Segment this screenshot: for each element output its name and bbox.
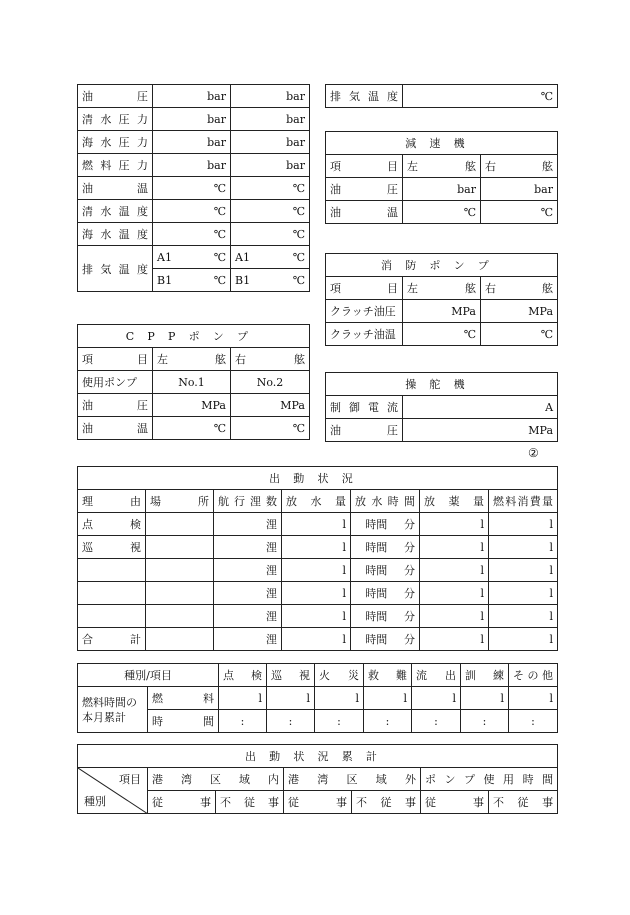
water-cell[interactable]: l [282,582,351,605]
row-label: クラッチ油圧 [326,300,403,323]
reducer-row [326,201,558,224]
fuel-value[interactable]: l [364,687,412,710]
fuel-label: 燃料 [148,687,219,710]
value-port[interactable]: MPa [153,394,231,417]
time-value[interactable]: : [364,710,412,733]
cumulative-corner [78,768,148,814]
gauge-value-port[interactable]: bar [153,131,231,154]
gauge-label: 清水温度 [78,200,153,223]
row-label: 油温 [326,201,403,224]
engine-row [78,131,310,154]
engine-row [78,177,310,200]
value-port[interactable]: ℃ [153,417,231,440]
place-cell[interactable] [146,559,214,582]
reducer-row [326,178,558,201]
value-starboard[interactable]: bar [481,178,558,201]
dispatch-col-header: 理由 [78,490,146,513]
exhaust-b1-port[interactable]: B1 ℃ [153,269,231,292]
time-value[interactable]: : [412,710,461,733]
cpp-header-item: 項目 [78,348,153,371]
fire_pump-row [326,323,558,346]
dispatch-col-header: 放水量 [282,490,351,513]
table-row [78,559,558,582]
fuel-cell[interactable]: l [489,605,558,628]
table-row [78,536,558,559]
table-row [78,605,558,628]
exhaust-temp-label: 排気温度 [326,85,403,108]
fire-pump-header-port: 左舷 [403,277,481,300]
monthly-table [77,663,558,733]
row-label: 油圧 [326,419,403,442]
value-starboard[interactable]: ℃ [481,201,558,224]
place-cell[interactable] [146,628,214,651]
gauge-value-starboard[interactable]: bar [231,154,310,177]
agent-cell[interactable]: l [420,582,489,605]
agent-cell[interactable]: l [420,628,489,651]
exhaust-b1-starboard[interactable]: B1 ℃ [231,269,310,292]
gauge-value-starboard[interactable]: ℃ [231,200,310,223]
row-label: 油温 [78,417,153,440]
gauge-value-port[interactable]: ℃ [153,177,231,200]
cpp-pump-no1[interactable]: No.1 [153,371,231,394]
value-starboard[interactable]: MPa [231,394,310,417]
cumulative-sub-header: 不従事 [352,791,421,814]
value[interactable]: MPa [403,419,558,442]
cpp-pump-table [77,324,310,440]
value-port[interactable]: ℃ [403,323,481,346]
fuel-cell[interactable]: l [489,582,558,605]
cpp-row [78,417,310,440]
monthly-label: 燃料時間の本月累計 [78,687,148,733]
mile-cell[interactable]: 浬 [214,513,282,536]
cpp-pump-label: 使用ポンプ [78,371,153,394]
row-label: 油圧 [78,394,153,417]
type-col-header: 点検 [219,664,267,687]
place-cell[interactable] [146,605,214,628]
water-time-cell[interactable]: 時間 分 [351,628,420,651]
cpp-header-port: 左舷 [153,348,231,371]
agent-cell[interactable]: l [420,536,489,559]
type-col-header: 火災 [315,664,364,687]
value-port[interactable]: ℃ [403,201,481,224]
gauge-value-port[interactable]: ℃ [153,223,231,246]
reducer-table [325,131,558,224]
exhaust-label: 排気温度 [78,246,153,292]
exhaust-temp-unit[interactable]: ℃ [403,85,558,108]
table-row [78,582,558,605]
engine-row [78,223,310,246]
dispatch-col-header: 航行浬数 [214,490,282,513]
fuel-value[interactable]: l [267,687,315,710]
fire-pump-header-item: 項目 [326,277,403,300]
mile-cell[interactable]: 浬 [214,605,282,628]
reason-cell[interactable] [78,582,146,605]
gauge-value-starboard[interactable]: ℃ [231,177,310,200]
gauge-value-starboard[interactable]: ℃ [231,223,310,246]
cumulative-sub-header: 従事 [421,791,489,814]
steering-table [325,372,558,442]
fire_pump-row [326,300,558,323]
cumulative-sub-header: 従事 [148,791,216,814]
water-time-cell[interactable]: 時間 分 [351,513,420,536]
cpp-row [78,394,310,417]
place-cell[interactable] [146,582,214,605]
exhaust-temp-table [325,84,558,108]
agent-cell[interactable]: l [420,559,489,582]
water-cell[interactable]: l [282,536,351,559]
fire-pump-title: 消防ポンプ [326,254,558,277]
mile-cell[interactable]: 浬 [214,559,282,582]
cumulative-group-header: 港湾区域内 [148,768,284,791]
time-value[interactable]: : [315,710,364,733]
fuel-cell[interactable]: l [489,536,558,559]
row-label: クラッチ油温 [326,323,403,346]
gauge-label: 海水温度 [78,223,153,246]
row-label: 油圧 [326,178,403,201]
mile-cell[interactable]: 浬 [214,582,282,605]
cpp-header-starboard: 右舷 [231,348,310,371]
cumulative-sub-header: 不従事 [216,791,284,814]
mile-cell[interactable]: 浬 [214,536,282,559]
type-col-header: 訓練 [461,664,509,687]
steering-title: 操舵機 [326,373,558,396]
fuel-value[interactable]: l [219,687,267,710]
reason-cell[interactable]: 合計 [78,628,146,651]
time-label: 時間 [148,710,219,733]
corner-item-label: 項目 [119,773,141,786]
reducer-title: 減速機 [326,132,558,155]
water-cell[interactable]: l [282,605,351,628]
type-item-header: 種別/項目 [78,664,219,687]
reason-cell[interactable]: 点検 [78,513,146,536]
cpp-title: CPPポンプ [78,325,310,348]
dispatch-col-header: 燃料消費量 [489,490,558,513]
water-time-cell[interactable]: 時間 分 [351,559,420,582]
row-label: 制御電流 [326,396,403,419]
value-port[interactable]: bar [403,178,481,201]
fuel-value[interactable]: l [461,687,509,710]
place-cell[interactable] [146,536,214,559]
type-col-header: その他 [509,664,558,687]
reducer-header-port: 左舷 [403,155,481,178]
gauge-value-port[interactable]: bar [153,154,231,177]
reason-cell[interactable] [78,605,146,628]
time-value[interactable]: : [267,710,315,733]
page-mark: ② [528,446,539,460]
fuel-cell[interactable]: l [489,559,558,582]
fuel-cell[interactable]: l [489,628,558,651]
steering-row [326,396,558,419]
cumulative-table [77,744,558,814]
table-row [78,513,558,536]
fire-pump-header-starboard: 右舷 [481,277,558,300]
fuel-value[interactable]: l [315,687,364,710]
fuel-cell[interactable]: l [489,513,558,536]
water-cell[interactable]: l [282,628,351,651]
value-starboard[interactable]: ℃ [231,417,310,440]
exhaust-row-a [78,246,310,269]
cpp-pump-no2[interactable]: No.2 [231,371,310,394]
value-port[interactable]: MPa [403,300,481,323]
agent-cell[interactable]: l [420,513,489,536]
water-time-cell[interactable]: 時間 分 [351,536,420,559]
reducer-header-starboard: 右舷 [481,155,558,178]
cumulative-sub-header: 不従事 [489,791,558,814]
exhaust-a1-port[interactable]: A1 ℃ [153,246,231,269]
cumulative-title: 出動状況累計 [78,745,558,768]
gauge-value-port[interactable]: ℃ [153,200,231,223]
gauge-value-starboard[interactable]: bar [231,85,310,108]
corner-kind-label: 種別 [84,795,106,808]
engine-row [78,108,310,131]
fuel-value[interactable]: l [412,687,461,710]
reason-cell[interactable]: 巡視 [78,536,146,559]
cumulative-group-header: 港湾区域外 [284,768,421,791]
fire-pump-table [325,253,558,346]
gauge-label: 油圧 [78,85,153,108]
water-cell[interactable]: l [282,559,351,582]
agent-cell[interactable]: l [420,605,489,628]
dispatch-title: 出動状況 [78,467,558,490]
gauge-value-starboard[interactable]: bar [231,108,310,131]
engine-row [78,200,310,223]
value[interactable]: A [403,396,558,419]
exhaust-a1-starboard[interactable]: A1 ℃ [231,246,310,269]
type-col-header: 流出 [412,664,461,687]
time-value[interactable]: : [509,710,558,733]
cumulative-group-header: ポンプ使用時間 [421,768,558,791]
type-col-header: 巡視 [267,664,315,687]
gauge-label: 油温 [78,177,153,200]
steering-row [326,419,558,442]
water-cell[interactable]: l [282,513,351,536]
gauge-label: 清水圧力 [78,108,153,131]
fuel-value[interactable]: l [509,687,558,710]
cumulative-sub-header: 従事 [284,791,352,814]
value-starboard[interactable]: ℃ [481,323,558,346]
dispatch-col-header: 場所 [146,490,214,513]
engine-gauge-table [77,84,310,292]
time-value[interactable]: : [461,710,509,733]
engine-row [78,85,310,108]
water-time-cell[interactable]: 時間 分 [351,582,420,605]
dispatch-col-header: 放薬量 [420,490,489,513]
reason-cell[interactable] [78,559,146,582]
mile-cell[interactable]: 浬 [214,628,282,651]
dispatch-col-header: 放水時間 [351,490,420,513]
gauge-value-port[interactable]: bar [153,108,231,131]
place-cell[interactable] [146,513,214,536]
time-value[interactable]: : [219,710,267,733]
reducer-header-item: 項目 [326,155,403,178]
type-col-header: 救難 [364,664,412,687]
gauge-label: 海水圧力 [78,131,153,154]
engine-row [78,154,310,177]
gauge-label: 燃料圧力 [78,154,153,177]
gauge-value-port[interactable]: bar [153,85,231,108]
dispatch-table [77,466,558,651]
table-row [78,628,558,651]
gauge-value-starboard[interactable]: bar [231,131,310,154]
water-time-cell[interactable]: 時間 分 [351,605,420,628]
value-starboard[interactable]: MPa [481,300,558,323]
